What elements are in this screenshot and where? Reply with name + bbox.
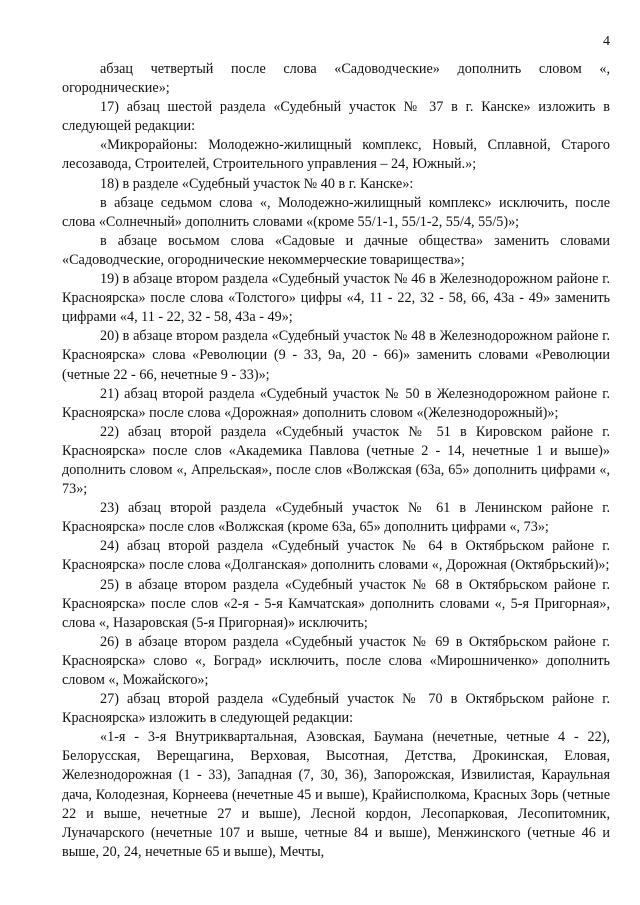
paragraph: 21) абзац второй раздела «Судебный участок № 50 в Железнодорожном районе г. Красноярска» после слова «Дорожная» дополнить словом «(Железнодорожный)»;: [62, 385, 610, 421]
page-number: 4: [603, 34, 610, 49]
paragraph: 19) в абзаце втором раздела «Судебный участок № 46 в Железнодорожном районе г. Красноярска» после слова «Толстого» цифры «4, 11 - 22, 32 - 58, 66, 43а - 49» заменить цифрами «4, 11 - 22, 32 - 58, 43а - 49»;: [62, 271, 610, 326]
paragraph: 23) абзац второй раздела «Судебный участок № 61 в Ленинском районе г. Красноярска» после слов «Волжская (кроме 63а, 65» дополнить цифрами «, 73»;: [62, 500, 610, 536]
paragraph: 25) в абзаце втором раздела «Судебный участок № 68 в Октябрьском районе г. Красноярска» после слов «2-я - 5-я Камчатская» дополнить словами «, 5-я Пригорная», слова «, Назаровская (5-я Пригорная)» исключить;: [62, 576, 610, 631]
paragraph: в абзаце седьмом слова «, Молодежно-жилищный комплекс» исключить, после слова «Солнечный» дополнить словами «(кроме 55/1-1, 55/1-2, 55/4, 55/5)»;: [62, 194, 610, 230]
paragraph: в абзаце восьмом слова «Садовые и дачные общества» заменить словами «Садоводческие, огороднические некоммерческие товарищества»;: [62, 232, 610, 268]
paragraph: 18) в разделе «Судебный участок № 40 в г. Канске»:: [100, 175, 414, 192]
paragraph: 20) в абзаце втором раздела «Судебный участок № 48 в Железнодорожном районе г. Красноярска» слова «Революции (9 - 33, 9а, 20 - 66)» заменить словами «Революции (четные 22 - 66, нечетные 9 - 33)»;: [62, 328, 610, 383]
paragraph: 24) абзац второй раздела «Судебный участок № 64 в Октябрьском районе г. Красноярска» после слова «Долганская» дополнить словами «, Дорожная (Октябрьский)»;: [62, 538, 610, 574]
document-body: [62, 60, 610, 862]
paragraph: 17) абзац шестой раздела «Судебный участок № 37 в г. Канске» изложить в следующей редакции:: [62, 99, 610, 135]
paragraph: абзац четвертый после слова «Садоводческие» дополнить словом «, огороднические»;: [62, 61, 610, 97]
paragraph: «1-я - 3-я Внутриквартальная, Азовская, Баумана (нечетные, четные 4 - 22), Белорусская, Верещагина, Верховая, Высотная, Детства, Дрокинская, Еловая, Железнодорожная (1 - 33), Западная (7, 30, 36), Запорожская, Извилистая, Караульная дача, Колодезная, Корнеева (нечетные 45 и выше), Крайисполкома, Красных Зорь (четные 22 и выше, нечетные 27 и выше), Лесной кордон, Лесопарковая, Лесопитомник, Луначарского (нечетные 107 и выше, четные 84 и выше), Менжинского (четные 46 и выше, 20, 24, нечетные 65 и выше), Мечты,: [62, 729, 610, 860]
paragraph: 26) в абзаце втором раздела «Судебный участок № 69 в Октябрьском районе г. Красноярска» слово «, Боград» исключить, после слова «Мирошниченко» дополнить словом «, Можайского»;: [62, 633, 610, 688]
paragraph: 27) абзац второй раздела «Судебный участок № 70 в Октябрьском районе г. Красноярска» изложить в следующей редакции:: [62, 691, 610, 727]
paragraph: 22) абзац второй раздела «Судебный участок № 51 в Кировском районе г. Красноярска» после слов «Академика Павлова (четные 2 - 14, нечетные 1 и выше)» дополнить словом «, Апрельская», после слов «Волжская (63а, 65» дополнить цифрами «, 73»;: [62, 423, 610, 498]
paragraph: «Микрорайоны: Молодежно-жилищный комплекс, Новый, Сплавной, Старого лесозавода, Строителей, Строительного управления – 24, Южный.»;: [62, 137, 610, 173]
